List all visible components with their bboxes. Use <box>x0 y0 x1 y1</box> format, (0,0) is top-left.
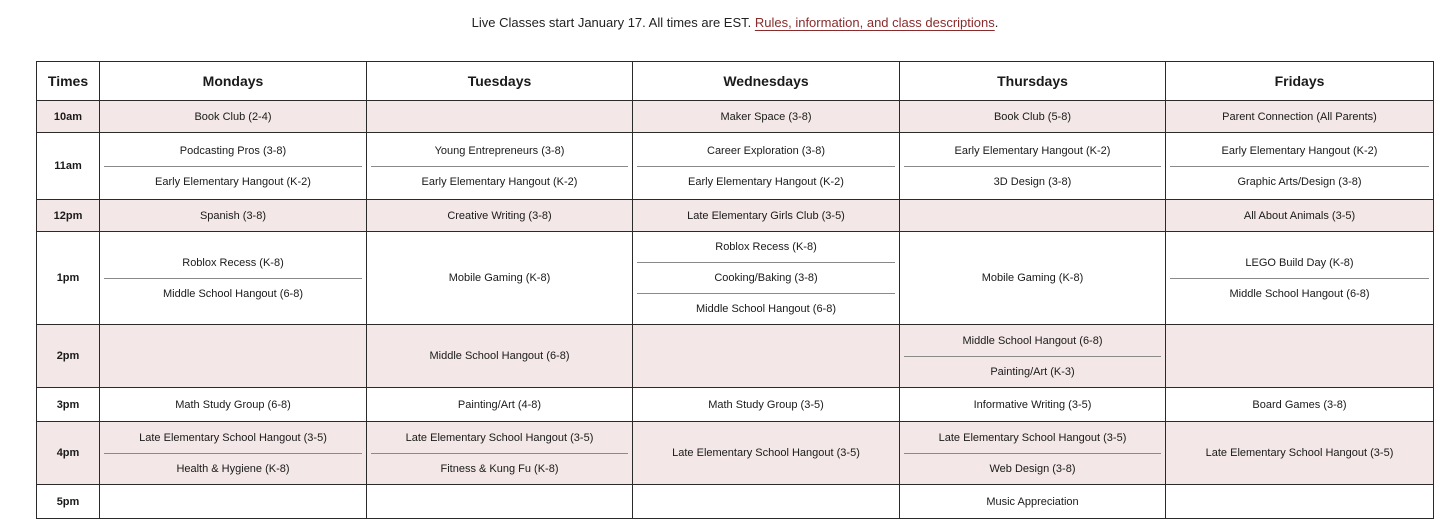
class-entry: Creative Writing (3-8) <box>447 209 552 222</box>
class-entry: Math Study Group (6-8) <box>175 398 291 411</box>
day-cell-fridays <box>1166 200 1434 232</box>
class-entry: Informative Writing (3-5) <box>973 398 1092 411</box>
schedule-row-2pm <box>37 325 1434 388</box>
day-cell-tuesdays <box>367 232 633 325</box>
day-cell-thursdays <box>900 325 1166 388</box>
day-cell-thursdays <box>900 485 1166 519</box>
schedule-row-5pm <box>37 485 1434 519</box>
class-entry: Early Elementary Hangout (K-2) <box>371 166 628 197</box>
day-cell-wednesdays <box>633 485 900 519</box>
day-cell-fridays <box>1166 101 1434 133</box>
class-entry: Fitness & Kung Fu (K-8) <box>371 453 628 484</box>
day-cell-tuesdays <box>367 485 633 519</box>
class-entry: Book Club (5-8) <box>993 110 1072 123</box>
time-cell: 1pm <box>37 232 100 325</box>
class-entry: Young Entrepreneurs (3-8) <box>434 144 565 157</box>
column-header-fridays: Fridays <box>1166 62 1434 101</box>
class-entry: Early Elementary Hangout (K-2) <box>637 166 895 197</box>
class-entry: Late Elementary Girls Club (3-5) <box>687 209 845 222</box>
class-entry: LEGO Build Day (K-8) <box>1245 256 1354 269</box>
column-header-mondays: Mondays <box>100 62 367 101</box>
class-schedule-table <box>36 61 1434 519</box>
day-cell-mondays <box>100 325 367 388</box>
day-cell-fridays <box>1166 133 1434 200</box>
class-entry: Painting/Art (K-3) <box>904 356 1161 387</box>
intro-period: . <box>994 15 999 30</box>
class-entry: Music Appreciation <box>986 495 1079 508</box>
class-entry: Graphic Arts/Design (3-8) <box>1170 166 1429 197</box>
day-cell-tuesdays <box>367 101 633 133</box>
day-cell-thursdays <box>900 422 1166 485</box>
day-cell-mondays <box>100 485 367 519</box>
time-cell: 3pm <box>37 388 100 422</box>
class-entry: Roblox Recess (K-8) <box>715 241 817 253</box>
intro-text <box>0 15 1440 30</box>
class-entry: Mobile Gaming (K-8) <box>981 272 1084 284</box>
class-entry: Early Elementary Hangout (K-2) <box>954 144 1111 157</box>
day-cell-fridays <box>1166 422 1434 485</box>
schedule-row-10am <box>37 101 1434 133</box>
day-cell-thursdays <box>900 133 1166 200</box>
class-entry: Late Elementary School Hangout (3-5) <box>938 431 1127 444</box>
class-entry: Middle School Hangout (6-8) <box>104 278 362 309</box>
class-entry: Podcasting Pros (3-8) <box>179 144 287 157</box>
class-entry: Mobile Gaming (K-8) <box>448 272 551 284</box>
column-header-times: Times <box>37 62 100 101</box>
schedule-row-4pm <box>37 422 1434 485</box>
day-cell-mondays <box>100 200 367 232</box>
column-header-wednesdays: Wednesdays <box>633 62 900 101</box>
day-cell-tuesdays <box>367 422 633 485</box>
class-entry: Roblox Recess (K-8) <box>182 256 284 269</box>
header-row <box>37 62 1434 101</box>
class-entry: Late Elementary School Hangout (3-5) <box>1205 447 1394 459</box>
class-entry: Middle School Hangout (6-8) <box>962 334 1103 347</box>
class-entry: 3D Design (3-8) <box>904 166 1161 197</box>
class-entry: Maker Space (3-8) <box>720 110 812 123</box>
class-entry: Middle School Hangout (6-8) <box>429 350 570 362</box>
class-entry: Middle School Hangout (6-8) <box>1170 278 1429 309</box>
day-cell-fridays <box>1166 485 1434 519</box>
day-cell-wednesdays <box>633 133 900 200</box>
class-entry: Cooking/Baking (3-8) <box>637 262 895 293</box>
intro-sentence: Live Classes start January 17. All times are EST. <box>471 15 755 30</box>
class-entry: Book Club (2-4) <box>194 110 272 123</box>
class-entry: Career Exploration (3-8) <box>707 144 825 157</box>
day-cell-thursdays <box>900 388 1166 422</box>
time-cell: 10am <box>37 101 100 133</box>
class-entry: Math Study Group (3-5) <box>708 398 824 411</box>
rules-info-link[interactable]: Rules, information, and class descriptions <box>754 15 995 30</box>
day-cell-wednesdays <box>633 232 900 325</box>
class-entry: Late Elementary School Hangout (3-5) <box>139 431 327 444</box>
day-cell-tuesdays <box>367 388 633 422</box>
class-entry: Web Design (3-8) <box>904 453 1161 484</box>
class-entry: Late Elementary School Hangout (3-5) <box>405 431 594 444</box>
day-cell-fridays <box>1166 325 1434 388</box>
day-cell-thursdays <box>900 200 1166 232</box>
class-entry: Early Elementary Hangout (K-2) <box>1221 144 1378 157</box>
column-header-thursdays: Thursdays <box>900 62 1166 101</box>
class-entry: Middle School Hangout (6-8) <box>637 293 895 324</box>
time-cell: 11am <box>37 133 100 200</box>
schedule-body <box>37 101 1434 519</box>
day-cell-mondays <box>100 232 367 325</box>
day-cell-mondays <box>100 101 367 133</box>
schedule-row-11am <box>37 133 1434 200</box>
class-entry: Spanish (3-8) <box>199 209 267 222</box>
class-entry: All About Animals (3-5) <box>1243 209 1356 222</box>
day-cell-tuesdays <box>367 133 633 200</box>
day-cell-thursdays <box>900 232 1166 325</box>
day-cell-thursdays <box>900 101 1166 133</box>
schedule-row-1pm <box>37 232 1434 325</box>
time-cell: 4pm <box>37 422 100 485</box>
class-entry: Board Games (3-8) <box>1252 398 1347 411</box>
day-cell-wednesdays <box>633 325 900 388</box>
column-header-tuesdays: Tuesdays <box>367 62 633 101</box>
time-cell: 12pm <box>37 200 100 232</box>
day-cell-wednesdays <box>633 200 900 232</box>
time-cell: 5pm <box>37 485 100 519</box>
day-cell-wednesdays <box>633 422 900 485</box>
day-cell-tuesdays <box>367 325 633 388</box>
day-cell-tuesdays <box>367 200 633 232</box>
day-cell-mondays <box>100 133 367 200</box>
day-cell-fridays <box>1166 388 1434 422</box>
day-cell-wednesdays <box>633 388 900 422</box>
day-cell-wednesdays <box>633 101 900 133</box>
time-cell: 2pm <box>37 325 100 388</box>
class-entry: Parent Connection (All Parents) <box>1222 110 1377 123</box>
day-cell-mondays <box>100 422 367 485</box>
day-cell-fridays <box>1166 232 1434 325</box>
class-entry: Late Elementary School Hangout (3-5) <box>672 447 860 459</box>
schedule-row-12pm <box>37 200 1434 232</box>
class-entry: Health & Hygiene (K-8) <box>104 453 362 484</box>
class-entry: Painting/Art (4-8) <box>457 398 542 411</box>
class-entry: Early Elementary Hangout (K-2) <box>104 166 362 197</box>
day-cell-mondays <box>100 388 367 422</box>
schedule-row-3pm <box>37 388 1434 422</box>
